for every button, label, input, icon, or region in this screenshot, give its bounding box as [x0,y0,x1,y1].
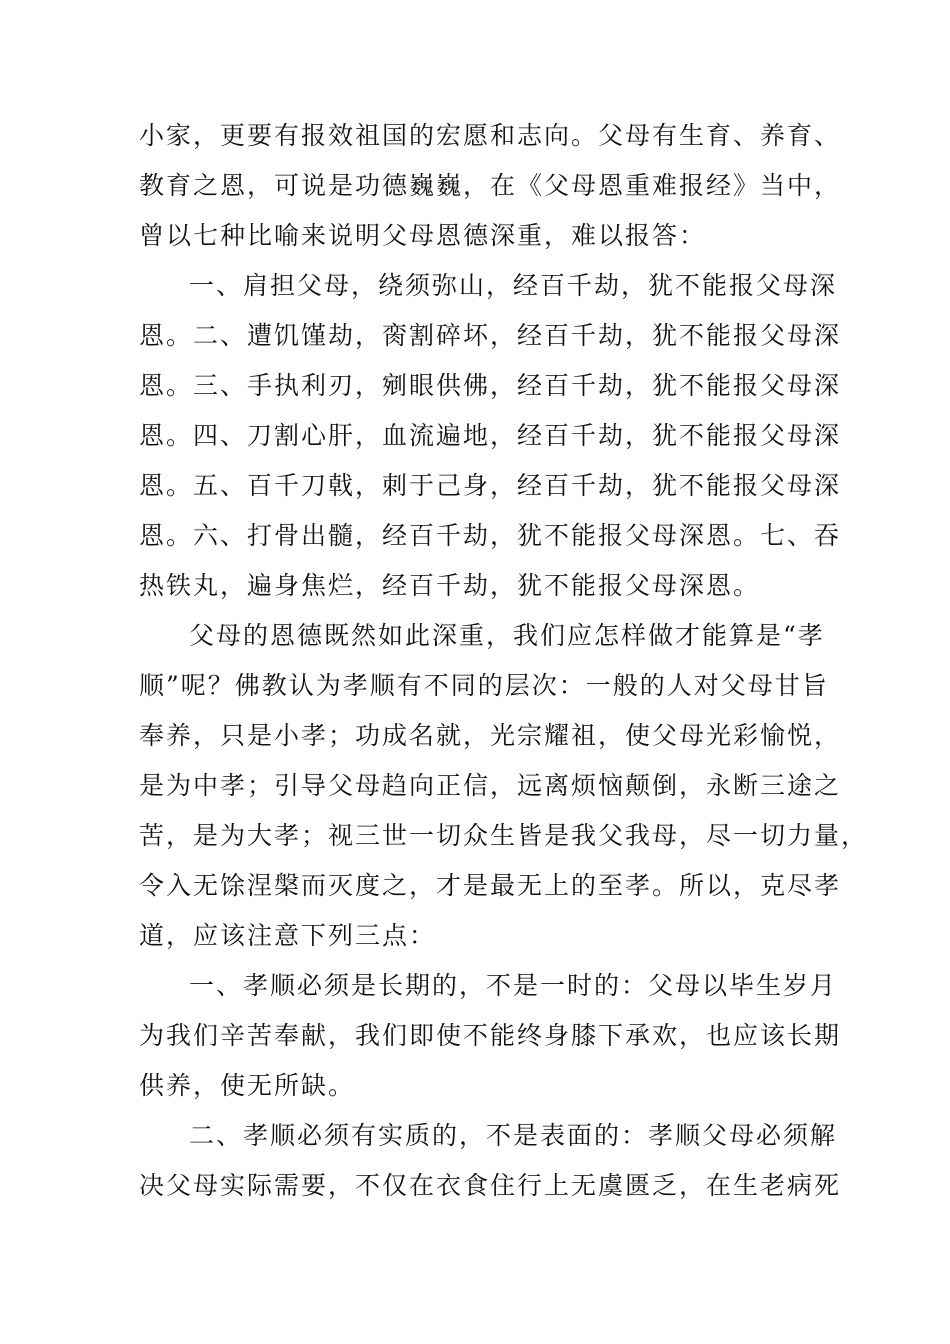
text-line: 恩。四、刀割心肝，血流遍地，经百千劫，犹不能报父母深 [139,421,842,450]
text-line: 恩。六、打骨出髓，经百千劫，犹不能报父母深恩。七、吞 [139,521,842,550]
text-line: 决父母实际需要，不仅在衣食住行上无虞匮乏，在生老病死 [139,1171,842,1200]
text-line: 为我们辛苦奉献，我们即使不能终身膝下承欢，也应该长期 [139,1021,842,1050]
text-line: 是为中孝；引导父母趋向正信，远离烦恼颠倒，永断三途之 [139,771,842,800]
text-line: 恩。三、手执利刃，剜眼供佛，经百千劫，犹不能报父母深 [139,371,842,400]
text-line: 苦，是为大孝；视三世一切众生皆是我父我母，尽一切力量， [139,821,869,850]
text-line: 热铁丸，遍身焦烂，经百千劫，犹不能报父母深恩。 [139,571,761,600]
text-line: 奉养，只是小孝；功成名就，光宗耀祖，使父母光彩愉悦， [139,721,842,750]
document-body [139,111,869,1211]
text-line: 父母的恩德既然如此深重，我们应怎样做才能算是“孝 [189,621,825,650]
text-line: 令入无馀涅槃而灭度之，才是最无上的至孝。所以，克尽孝 [139,871,842,900]
text-line: 道，应该注意下列三点： [139,921,437,950]
text-line: 小家，更要有报效祖国的宏愿和志向。父母有生育、养育、 [139,121,842,150]
text-line: 教育之恩，可说是功德巍巍，在《父母恩重难报经》当中， [139,171,842,200]
text-line: 顺”呢？佛教认为孝顺有不同的层次：一般的人对父母甘旨 [139,671,829,700]
text-line: 一、孝顺必须是长期的，不是一时的：父母以毕生岁月 [189,971,838,1000]
text-line: 二、孝顺必须有实质的，不是表面的：孝顺父母必须解 [189,1121,838,1150]
text-line: 恩。五、百千刀戟，刺于己身，经百千劫，犹不能报父母深 [139,471,842,500]
text-line: 一、肩担父母，绕须弥山，经百千劫，犹不能报父母深 [189,271,838,300]
text-line: 供养，使无所缺。 [139,1071,356,1100]
text-line: 曾以七种比喻来说明父母恩德深重，难以报答： [139,221,707,250]
text-line: 恩。二、遭饥馑劫，脔割碎坏，经百千劫，犹不能报父母深 [139,321,842,350]
